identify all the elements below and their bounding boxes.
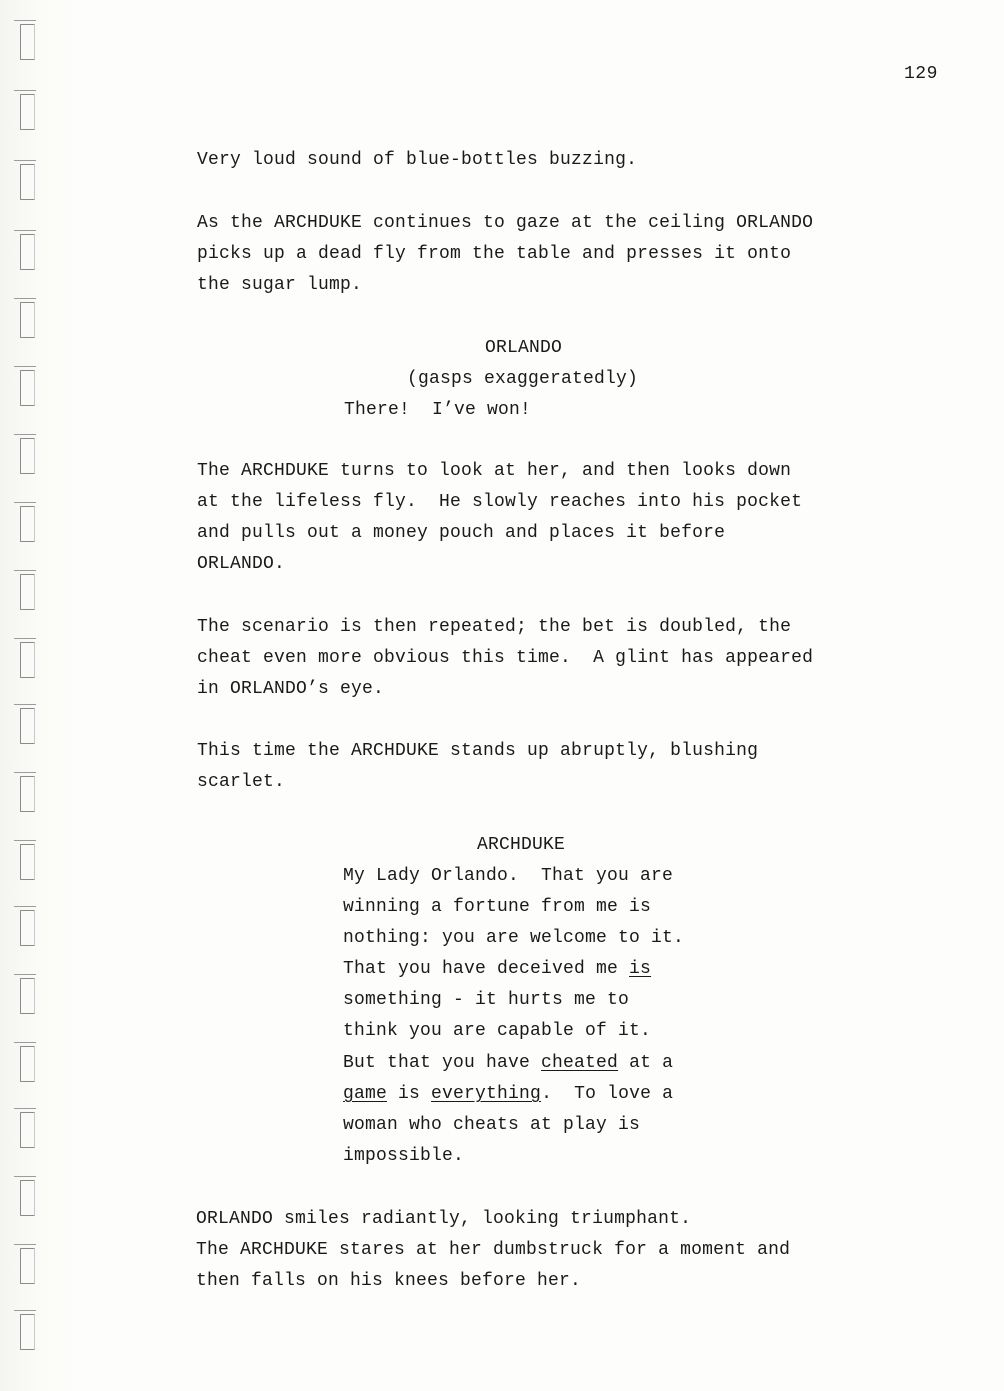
action-line: cheat even more obvious this time. A glint has appeared (197, 648, 814, 668)
action-line: Very loud sound of blue-bottles buzzing. (197, 150, 638, 170)
binding-hole (20, 1112, 35, 1148)
binding-holes (0, 0, 50, 1391)
character-name: ORLANDO (485, 338, 563, 358)
binding-hole (20, 642, 35, 678)
character-name: ARCHDUKE (477, 835, 566, 855)
underlined-word: is (629, 959, 652, 979)
action-line: at the lifeless fly. He slowly reaches into his pocket (197, 492, 803, 512)
dialogue-text: . To love a (541, 1084, 674, 1104)
binding-tick (14, 366, 36, 367)
binding-hole (20, 302, 35, 338)
binding-tick (14, 974, 36, 975)
action-line: the sugar lump. (197, 275, 363, 295)
underlined-word: everything (431, 1084, 542, 1104)
action-line: ORLANDO. (197, 554, 286, 574)
binding-hole (20, 844, 35, 880)
dialogue-line: winning a fortune from me is (343, 897, 652, 917)
binding-hole (20, 1248, 35, 1284)
dialogue-line (343, 1083, 673, 1105)
binding-hole (20, 1180, 35, 1216)
action-line: picks up a dead fly from the table and presses it onto (197, 244, 792, 264)
dialogue-text: at a (618, 1053, 674, 1073)
binding-hole (20, 1046, 35, 1082)
binding-tick (14, 160, 36, 161)
binding-tick (14, 20, 36, 21)
binding-tick (14, 230, 36, 231)
binding-hole (20, 574, 35, 610)
dialogue-line: My Lady Orlando. That you are (343, 866, 674, 886)
binding-tick (14, 704, 36, 705)
binding-hole (20, 94, 35, 130)
binding-tick (14, 502, 36, 503)
binding-tick (14, 840, 36, 841)
action-line: The ARCHDUKE stares at her dumbstruck for a moment and (196, 1240, 791, 1260)
binding-tick (14, 1244, 36, 1245)
binding-hole (20, 708, 35, 744)
dialogue-line: impossible. (343, 1146, 465, 1166)
page-number: 129 (904, 64, 938, 84)
dialogue-line (343, 958, 651, 980)
binding-tick (14, 638, 36, 639)
binding-hole (20, 978, 35, 1014)
dialogue-line: think you are capable of it. (343, 1021, 652, 1041)
dialogue-line (343, 1052, 673, 1074)
binding-hole (20, 438, 35, 474)
binding-hole (20, 1314, 35, 1350)
binding-tick (14, 1042, 36, 1043)
binding-hole (20, 506, 35, 542)
binding-hole (20, 164, 35, 200)
binding-tick (14, 1176, 36, 1177)
binding-hole (20, 24, 35, 60)
binding-tick (14, 298, 36, 299)
action-line: in ORLANDO’s eye. (197, 679, 385, 699)
binding-hole (20, 910, 35, 946)
parenthetical: (gasps exaggeratedly) (407, 369, 639, 389)
binding-tick (14, 1310, 36, 1311)
action-line: then falls on his knees before her. (196, 1271, 582, 1291)
binding-tick (14, 1108, 36, 1109)
binding-tick (14, 90, 36, 91)
action-line: This time the ARCHDUKE stands up abruptly, blushing (197, 741, 759, 761)
action-line: ORLANDO smiles radiantly, looking triumphant. (196, 1209, 692, 1229)
action-line: The scenario is then repeated; the bet is doubled, the (197, 617, 792, 637)
action-line: As the ARCHDUKE continues to gaze at the ceiling ORLANDO (197, 213, 814, 233)
underlined-word: cheated (541, 1053, 619, 1073)
underlined-word: game (343, 1084, 388, 1104)
binding-tick (14, 906, 36, 907)
dialogue-line: something - it hurts me to (343, 990, 630, 1010)
dialogue-text: is (387, 1084, 432, 1104)
binding-tick (14, 772, 36, 773)
dialogue-text: But that you have (343, 1053, 542, 1073)
action-line: and pulls out a money pouch and places it before (197, 523, 726, 543)
binding-hole (20, 776, 35, 812)
dialogue-line: nothing: you are welcome to it. (343, 928, 685, 948)
binding-hole (20, 370, 35, 406)
action-line: scarlet. (197, 772, 286, 792)
binding-hole (20, 234, 35, 270)
dialogue-text: That you have deceived me (343, 959, 630, 979)
dialogue-line: There! I’ve won! (344, 400, 532, 420)
binding-tick (14, 434, 36, 435)
dialogue-line: woman who cheats at play is (343, 1115, 641, 1135)
binding-tick (14, 570, 36, 571)
action-line: The ARCHDUKE turns to look at her, and then looks down (197, 461, 792, 481)
